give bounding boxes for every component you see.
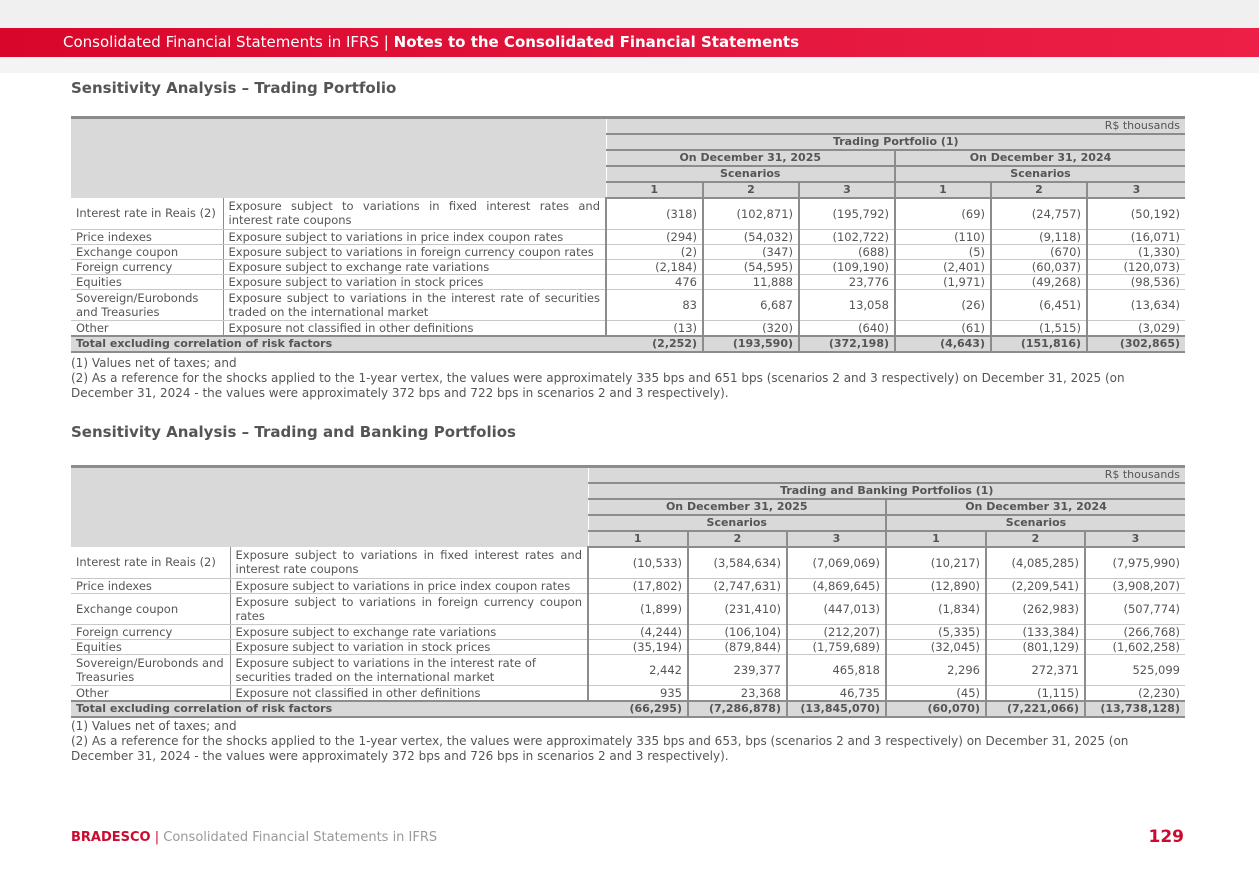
row-value: 2,442 bbox=[588, 654, 688, 685]
row-label: Exchange coupon bbox=[71, 244, 223, 259]
row-value: 525,099 bbox=[1085, 654, 1185, 685]
table2-scenarios-2024: Scenarios bbox=[886, 515, 1185, 531]
row-value: (2,401) bbox=[895, 259, 991, 274]
table-row bbox=[71, 274, 1185, 289]
table1-scenarios-2024: Scenarios bbox=[895, 166, 1185, 182]
table1-note-2: (2) As a reference for the shocks applied to the 1-year vertex, the values were approximately 335 bps and 651 bps (scenarios 2 and 3 respectively) on December 31, 2025 (on December 31, 2024 - the values were approximately 372 bps and 722 bps in scenarios 2 and 3 respectively). bbox=[71, 371, 1125, 400]
row-value: (49,268) bbox=[991, 274, 1087, 289]
row-value: (347) bbox=[703, 244, 799, 259]
row-value: (10,217) bbox=[886, 547, 986, 578]
total-row bbox=[71, 701, 1185, 717]
table2-group-header: Trading and Banking Portfolios (1) bbox=[588, 483, 1185, 499]
header-doc-title: Consolidated Financial Statements in IFRS bbox=[63, 33, 380, 51]
trading-banking-table bbox=[71, 465, 1185, 718]
page-header bbox=[0, 28, 1259, 57]
table2-col-2025-3: 3 bbox=[787, 531, 886, 547]
row-value: (447,013) bbox=[787, 593, 886, 624]
table-row bbox=[71, 593, 1185, 624]
row-value: (98,536) bbox=[1087, 274, 1185, 289]
row-value: (266,768) bbox=[1085, 624, 1185, 639]
row-value: (61) bbox=[895, 320, 991, 336]
row-value: (2) bbox=[606, 244, 703, 259]
row-value: (1,330) bbox=[1087, 244, 1185, 259]
table1-col-2024-1: 1 bbox=[895, 182, 991, 198]
footer-doc-title: Consolidated Financial Statements in IFRS bbox=[163, 830, 438, 845]
row-value: (212,207) bbox=[787, 624, 886, 639]
table2-col-2025-1: 1 bbox=[588, 531, 688, 547]
total-value: (13,845,070) bbox=[787, 701, 886, 717]
row-value: (32,045) bbox=[886, 639, 986, 654]
table2-col-2024-2: 2 bbox=[986, 531, 1085, 547]
table-row bbox=[71, 289, 1185, 320]
row-value: (2,184) bbox=[606, 259, 703, 274]
row-value: (60,037) bbox=[991, 259, 1087, 274]
row-value: (3,029) bbox=[1087, 320, 1185, 336]
table-row bbox=[71, 624, 1185, 639]
footer-brand: BRADESCO bbox=[71, 830, 151, 845]
row-value: (195,792) bbox=[799, 198, 895, 229]
page-footer bbox=[71, 830, 437, 845]
row-value: (13,634) bbox=[1087, 289, 1185, 320]
row-value: (35,194) bbox=[588, 639, 688, 654]
table-row bbox=[71, 198, 1185, 229]
row-label: Sovereign/Eurobonds and Treasuries bbox=[71, 289, 223, 320]
total-value: (60,070) bbox=[886, 701, 986, 717]
row-value: (231,410) bbox=[688, 593, 787, 624]
row-value: (1,759,689) bbox=[787, 639, 886, 654]
row-desc: Exposure subject to variations in foreign currency coupon rates bbox=[230, 593, 588, 624]
top-band bbox=[0, 0, 1259, 28]
row-value: (5) bbox=[895, 244, 991, 259]
row-value: (6,451) bbox=[991, 289, 1087, 320]
total-value: (66,295) bbox=[588, 701, 688, 717]
row-desc: Exposure subject to variations in price index coupon rates bbox=[223, 229, 606, 244]
row-value: (24,757) bbox=[991, 198, 1087, 229]
row-value: 11,888 bbox=[703, 274, 799, 289]
row-label: Other bbox=[71, 320, 223, 336]
table-row bbox=[71, 547, 1185, 578]
table-row bbox=[71, 229, 1185, 244]
table-row bbox=[71, 654, 1185, 685]
row-label: Price indexes bbox=[71, 578, 230, 593]
row-value: 272,371 bbox=[986, 654, 1085, 685]
total-label: Total excluding correlation of risk factors bbox=[71, 336, 606, 352]
row-value: 239,377 bbox=[688, 654, 787, 685]
total-value: (2,252) bbox=[606, 336, 703, 352]
table1-notes bbox=[71, 356, 1185, 401]
table-row bbox=[71, 685, 1185, 701]
row-value: 83 bbox=[606, 289, 703, 320]
total-value: (302,865) bbox=[1087, 336, 1185, 352]
table1-col-2025-2: 2 bbox=[703, 182, 799, 198]
row-value: (688) bbox=[799, 244, 895, 259]
total-value: (193,590) bbox=[703, 336, 799, 352]
header-sub-band bbox=[0, 57, 1259, 73]
row-desc: Exposure subject to variation in stock prices bbox=[223, 274, 606, 289]
row-value: (4,085,285) bbox=[986, 547, 1085, 578]
row-value: (2,747,631) bbox=[688, 578, 787, 593]
table1-unit: R$ thousands bbox=[606, 118, 1185, 135]
row-value: (1,115) bbox=[986, 685, 1085, 701]
table1-period-2024: On December 31, 2024 bbox=[895, 150, 1185, 166]
total-value: (13,738,128) bbox=[1085, 701, 1185, 717]
row-value: (318) bbox=[606, 198, 703, 229]
row-value: (1,602,258) bbox=[1085, 639, 1185, 654]
table1-col-2024-3: 3 bbox=[1087, 182, 1185, 198]
header-separator: | bbox=[383, 33, 389, 51]
total-value: (7,286,878) bbox=[688, 701, 787, 717]
row-label: Other bbox=[71, 685, 230, 701]
row-value: (4,244) bbox=[588, 624, 688, 639]
row-value: (17,802) bbox=[588, 578, 688, 593]
row-value: (7,069,069) bbox=[787, 547, 886, 578]
total-value: (372,198) bbox=[799, 336, 895, 352]
table2-unit: R$ thousands bbox=[588, 467, 1185, 484]
row-value: (3,584,634) bbox=[688, 547, 787, 578]
table-row bbox=[71, 639, 1185, 654]
table1-col-2025-3: 3 bbox=[799, 182, 895, 198]
table2-period-2025: On December 31, 2025 bbox=[588, 499, 886, 515]
header-section-title: Notes to the Consolidated Financial Statements bbox=[393, 33, 800, 51]
table-row bbox=[71, 320, 1185, 336]
table2-col-2024-1: 1 bbox=[886, 531, 986, 547]
row-value: (102,722) bbox=[799, 229, 895, 244]
row-desc: Exposure subject to variations in fixed interest rates and interest rate coupons bbox=[230, 547, 588, 578]
row-value: 465,818 bbox=[787, 654, 886, 685]
row-value: 23,776 bbox=[799, 274, 895, 289]
row-value: 2,296 bbox=[886, 654, 986, 685]
row-value: (109,190) bbox=[799, 259, 895, 274]
row-value: (26) bbox=[895, 289, 991, 320]
footer-separator: | bbox=[154, 830, 160, 845]
row-value: (133,384) bbox=[986, 624, 1085, 639]
row-label: Price indexes bbox=[71, 229, 223, 244]
row-value: (294) bbox=[606, 229, 703, 244]
row-value: (106,104) bbox=[688, 624, 787, 639]
total-label: Total excluding correlation of risk factors bbox=[71, 701, 588, 717]
row-value: (1,899) bbox=[588, 593, 688, 624]
row-value: 935 bbox=[588, 685, 688, 701]
row-value: (2,209,541) bbox=[986, 578, 1085, 593]
row-value: (1,834) bbox=[886, 593, 986, 624]
row-value: (3,908,207) bbox=[1085, 578, 1185, 593]
row-desc: Exposure subject to variations in the interest rate of securities traded on the international market bbox=[230, 654, 588, 685]
row-label: Interest rate in Reais (2) bbox=[71, 198, 223, 229]
row-value: (640) bbox=[799, 320, 895, 336]
row-desc: Exposure subject to variations in foreign currency coupon rates bbox=[223, 244, 606, 259]
row-value: 6,687 bbox=[703, 289, 799, 320]
row-desc: Exposure subject to exchange rate variations bbox=[223, 259, 606, 274]
table2-note-1: (1) Values net of taxes; and bbox=[71, 719, 237, 733]
trading-portfolio-table bbox=[71, 116, 1185, 353]
table1-title: Sensitivity Analysis – Trading Portfolio bbox=[71, 79, 397, 97]
table2-note-2: (2) As a reference for the shocks applied to the 1-year vertex, the values were approximately 335 bps and 653, bps (scenarios 2 and 3 respectively) on December 31, 2025 (on December 31, 2024 - the values were approximately 372 bps and 726 bps in scenarios 2 and 3 respectively). bbox=[71, 734, 1129, 763]
table-row bbox=[71, 244, 1185, 259]
row-value: (2,230) bbox=[1085, 685, 1185, 701]
row-value: 46,735 bbox=[787, 685, 886, 701]
row-value: (9,118) bbox=[991, 229, 1087, 244]
row-desc: Exposure subject to variation in stock prices bbox=[230, 639, 588, 654]
table2-notes bbox=[71, 719, 1185, 764]
table2-period-2024: On December 31, 2024 bbox=[886, 499, 1185, 515]
row-value: (5,335) bbox=[886, 624, 986, 639]
row-value: 23,368 bbox=[688, 685, 787, 701]
row-value: (12,890) bbox=[886, 578, 986, 593]
row-value: (13) bbox=[606, 320, 703, 336]
row-label: Foreign currency bbox=[71, 259, 223, 274]
table1-scenarios-2025: Scenarios bbox=[606, 166, 895, 182]
row-value: (45) bbox=[886, 685, 986, 701]
row-value: (7,975,990) bbox=[1085, 547, 1185, 578]
row-value: (54,032) bbox=[703, 229, 799, 244]
page-number: 129 bbox=[1148, 827, 1184, 847]
row-value: (879,844) bbox=[688, 639, 787, 654]
row-value: (801,129) bbox=[986, 639, 1085, 654]
row-desc: Exposure subject to variations in price index coupon rates bbox=[230, 578, 588, 593]
table1-header-blank bbox=[71, 118, 606, 199]
table1-period-2025: On December 31, 2025 bbox=[606, 150, 895, 166]
row-value: (1,971) bbox=[895, 274, 991, 289]
row-value: (54,595) bbox=[703, 259, 799, 274]
row-value: (69) bbox=[895, 198, 991, 229]
table2-col-2024-3: 3 bbox=[1085, 531, 1185, 547]
total-value: (7,221,066) bbox=[986, 701, 1085, 717]
row-value: (4,869,645) bbox=[787, 578, 886, 593]
row-desc: Exposure subject to variations in fixed interest rates and interest rate coupons bbox=[223, 198, 606, 229]
table2-header-blank bbox=[71, 467, 588, 548]
row-value: (320) bbox=[703, 320, 799, 336]
row-label: Foreign currency bbox=[71, 624, 230, 639]
row-value: (262,983) bbox=[986, 593, 1085, 624]
row-value: (50,192) bbox=[1087, 198, 1185, 229]
row-desc: Exposure subject to variations in the interest rate of securities traded on the international market bbox=[223, 289, 606, 320]
row-value: (507,774) bbox=[1085, 593, 1185, 624]
row-value: (110) bbox=[895, 229, 991, 244]
total-value: (4,643) bbox=[895, 336, 991, 352]
table2-title: Sensitivity Analysis – Trading and Banking Portfolios bbox=[71, 423, 516, 441]
table1-group-header: Trading Portfolio (1) bbox=[606, 134, 1185, 150]
row-value: 476 bbox=[606, 274, 703, 289]
row-label: Exchange coupon bbox=[71, 593, 230, 624]
table2-col-2025-2: 2 bbox=[688, 531, 787, 547]
row-desc: Exposure not classified in other definitions bbox=[230, 685, 588, 701]
table-row bbox=[71, 259, 1185, 274]
row-label: Sovereign/Eurobonds and Treasuries bbox=[71, 654, 230, 685]
row-value: (102,871) bbox=[703, 198, 799, 229]
row-value: 13,058 bbox=[799, 289, 895, 320]
row-desc: Exposure not classified in other definitions bbox=[223, 320, 606, 336]
table2-scenarios-2025: Scenarios bbox=[588, 515, 886, 531]
row-desc: Exposure subject to exchange rate variations bbox=[230, 624, 588, 639]
table1-col-2024-2: 2 bbox=[991, 182, 1087, 198]
total-row bbox=[71, 336, 1185, 352]
row-value: (670) bbox=[991, 244, 1087, 259]
row-label: Equities bbox=[71, 274, 223, 289]
row-value: (1,515) bbox=[991, 320, 1087, 336]
table-row bbox=[71, 578, 1185, 593]
table1-note-1: (1) Values net of taxes; and bbox=[71, 356, 237, 370]
total-value: (151,816) bbox=[991, 336, 1087, 352]
row-label: Interest rate in Reais (2) bbox=[71, 547, 230, 578]
row-label: Equities bbox=[71, 639, 230, 654]
row-value: (120,073) bbox=[1087, 259, 1185, 274]
row-value: (10,533) bbox=[588, 547, 688, 578]
row-value: (16,071) bbox=[1087, 229, 1185, 244]
table1-col-2025-1: 1 bbox=[606, 182, 703, 198]
